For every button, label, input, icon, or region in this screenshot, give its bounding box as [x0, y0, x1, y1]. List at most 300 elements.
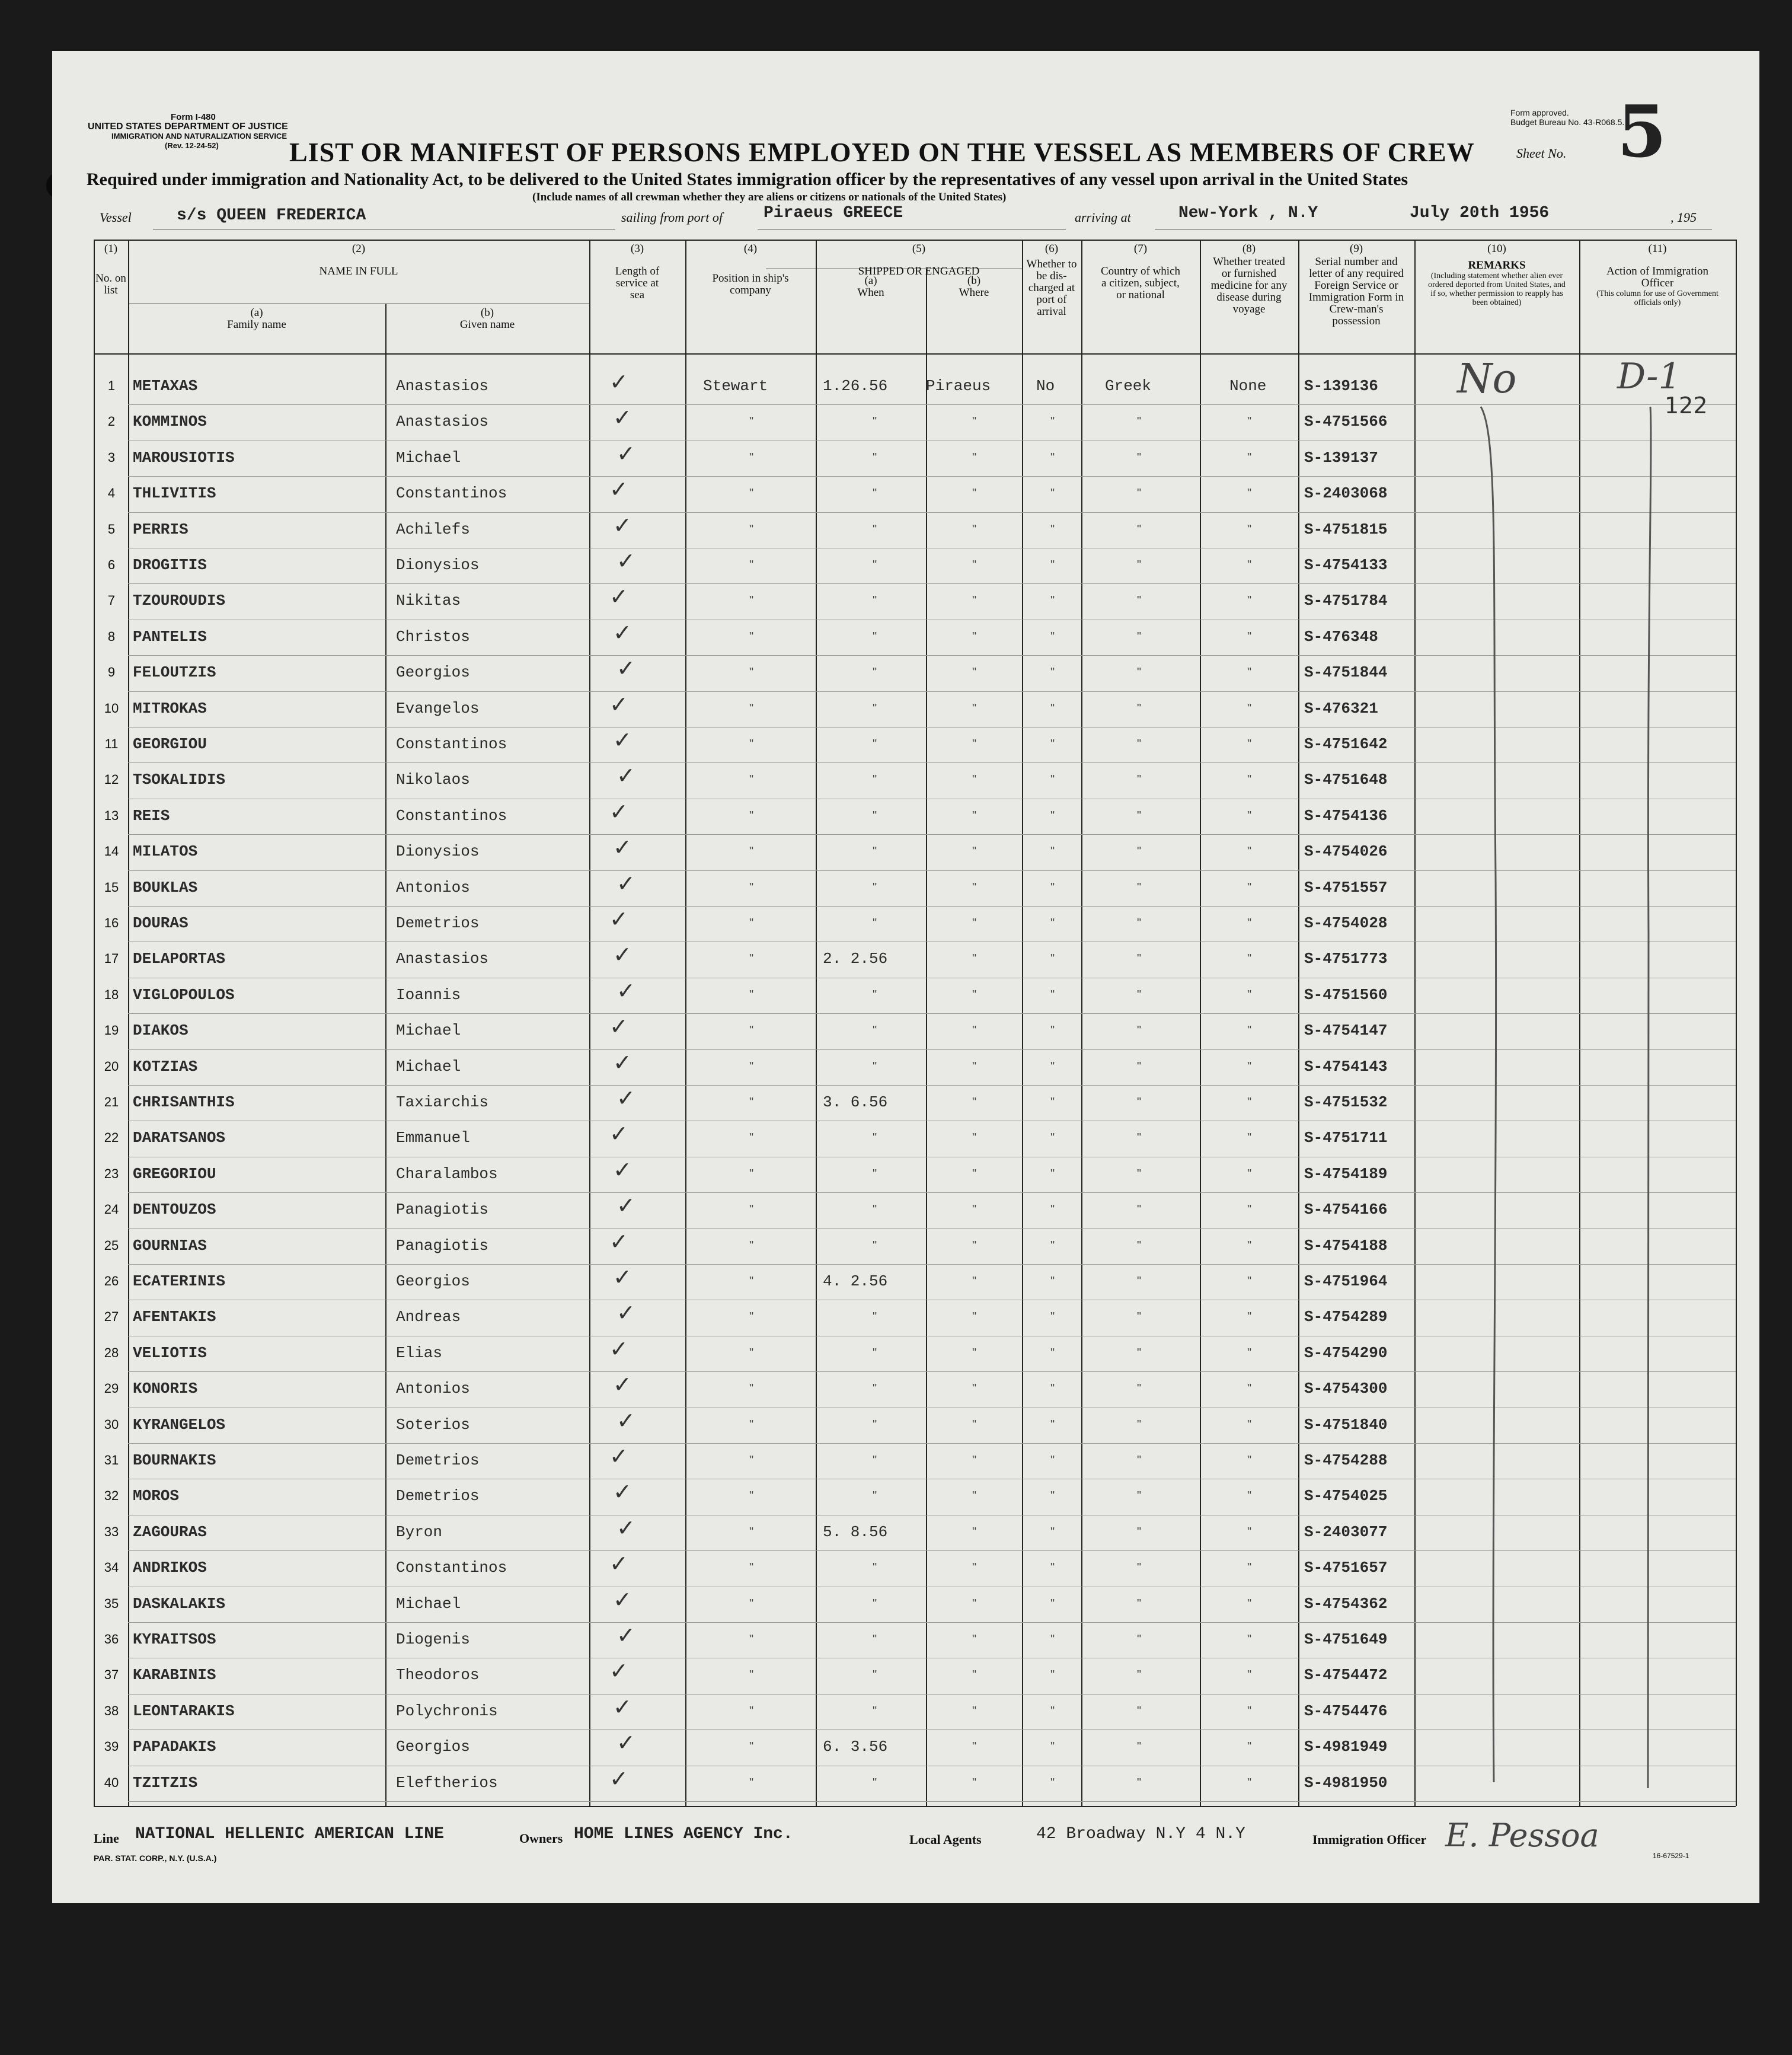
- crew-serial-number: S-4754189: [1304, 1164, 1388, 1183]
- year-suffix: , 195: [1670, 210, 1697, 225]
- where-ditto: ": [972, 1310, 977, 1324]
- position-ditto: ": [749, 594, 754, 608]
- position-ditto: ": [749, 1096, 754, 1109]
- row-number: 2: [107, 414, 116, 429]
- row-number: 36: [104, 1632, 119, 1646]
- row-number: 27: [104, 1309, 119, 1325]
- when-ditto: ": [873, 594, 877, 608]
- medicine-ditto: ": [1247, 1561, 1252, 1575]
- approval-line-1: Form approved.: [1510, 108, 1569, 117]
- line-label: Line: [94, 1831, 119, 1846]
- service-checkmark: ✓: [617, 1192, 635, 1219]
- country-ditto: ": [1137, 1203, 1142, 1217]
- country-ditto: ": [1137, 1740, 1142, 1754]
- discharged-ditto: ": [1050, 594, 1055, 608]
- when-ditto: ": [873, 1454, 877, 1467]
- row-number: 18: [104, 987, 119, 1002]
- crew-family-name: PANTELIS: [133, 627, 207, 646]
- where-ditto: ": [972, 701, 977, 715]
- crew-given-name: Panagiotis: [396, 1201, 489, 1219]
- medicine-ditto: ": [1247, 809, 1252, 822]
- country-ditto: ": [1137, 1597, 1142, 1610]
- medicine-ditto: ": [1247, 1167, 1252, 1180]
- crew-serial-number: S-4751844: [1304, 663, 1388, 682]
- row-1-where: Piraeus: [926, 377, 991, 395]
- row-number: 16: [104, 915, 119, 930]
- crew-given-name: Theodoros: [396, 1666, 480, 1684]
- crew-family-name: DARATSANOS: [133, 1129, 226, 1147]
- crew-serial-number: S-4981950: [1304, 1773, 1388, 1792]
- crew-given-name: Elias: [396, 1344, 443, 1362]
- discharged-ditto: ": [1050, 1024, 1055, 1038]
- crew-serial-number: S-4751815: [1304, 520, 1388, 538]
- crew-given-name: Georgios: [396, 663, 470, 682]
- discharged-ditto: ": [1050, 917, 1055, 930]
- country-ditto: ": [1137, 1275, 1142, 1288]
- country-ditto: ": [1137, 1668, 1142, 1682]
- crew-serial-number: S-4754188: [1304, 1236, 1388, 1255]
- when-ditto: ": [873, 1776, 877, 1789]
- col-9-header: (9) Serial number and letter of any required Foreign Service or Immigration Form in Crew-man's possession: [1308, 242, 1404, 327]
- row-number: 9: [107, 665, 116, 680]
- row-number: 32: [104, 1488, 119, 1504]
- crew-serial-number: S-4754143: [1304, 1057, 1388, 1076]
- medicine-ditto: ": [1247, 630, 1252, 643]
- agency-line-1: UNITED STATES DEPARTMENT OF JUSTICE: [88, 122, 288, 132]
- crew-family-name: VELIOTIS: [133, 1344, 207, 1362]
- position-ditto: ": [749, 952, 754, 966]
- service-checkmark: ✓: [609, 1335, 628, 1362]
- country-ditto: ": [1137, 738, 1142, 751]
- medicine-ditto: ": [1247, 666, 1252, 679]
- row-number: 24: [104, 1202, 119, 1217]
- discharged-ditto: ": [1050, 1776, 1055, 1789]
- arrival-date: July 20th 1956: [1410, 204, 1550, 222]
- row-number: 11: [104, 736, 119, 751]
- medicine-ditto: ": [1247, 487, 1252, 500]
- crew-family-name: ANDRIKOS: [133, 1559, 207, 1577]
- position-ditto: ": [749, 1131, 754, 1145]
- position-ditto: ": [749, 451, 754, 464]
- service-checkmark: ✓: [609, 1765, 628, 1792]
- crew-serial-number: S-4754362: [1304, 1594, 1388, 1613]
- discharged-ditto: ": [1050, 1060, 1055, 1073]
- when-ditto: ": [873, 559, 877, 572]
- row-1-medicine: None: [1229, 377, 1267, 395]
- when-ditto: ": [873, 1633, 877, 1646]
- position-ditto: ": [749, 738, 754, 751]
- service-checkmark: ✓: [617, 1085, 635, 1111]
- discharged-ditto: ": [1050, 1131, 1055, 1145]
- when-ditto: ": [873, 1597, 877, 1610]
- where-ditto: ": [972, 522, 977, 536]
- crew-given-name: Eleftherios: [396, 1773, 498, 1792]
- medicine-ditto: ": [1247, 1633, 1252, 1646]
- medicine-ditto: ": [1247, 1597, 1252, 1610]
- crew-serial-number: S-4754028: [1304, 914, 1388, 932]
- discharged-ditto: ": [1050, 1561, 1055, 1575]
- where-ditto: ": [972, 1704, 977, 1718]
- crew-given-name: Georgios: [396, 1738, 470, 1756]
- row-number: 4: [107, 486, 116, 501]
- crew-engaged-date: 3. 6.56: [823, 1093, 888, 1111]
- crew-family-name: KOTZIAS: [133, 1057, 198, 1076]
- where-ditto: ": [972, 1525, 977, 1539]
- col-2a-header: (a) Family name: [227, 307, 286, 331]
- position-ditto: ": [749, 845, 754, 859]
- country-ditto: ": [1137, 1096, 1142, 1109]
- medicine-ditto: ": [1247, 522, 1252, 536]
- country-ditto: ": [1137, 773, 1142, 787]
- where-ditto: ": [972, 451, 977, 464]
- position-ditto: ": [749, 1740, 754, 1754]
- service-checkmark: ✓: [617, 762, 635, 789]
- position-ditto: ": [749, 522, 754, 536]
- row-number: 6: [107, 557, 116, 572]
- arriving-label: arriving at: [1075, 210, 1131, 225]
- row-number: 1: [107, 378, 116, 393]
- crew-family-name: DROGITIS: [133, 556, 207, 574]
- crew-serial-number: S-139136: [1304, 377, 1378, 395]
- crew-given-name: Andreas: [396, 1308, 461, 1326]
- discharged-ditto: ": [1050, 988, 1055, 1001]
- country-ditto: ": [1137, 559, 1142, 572]
- margin-count: 122: [1665, 393, 1708, 419]
- service-checkmark: ✓: [613, 404, 632, 431]
- crew-family-name: PAPADAKIS: [133, 1738, 216, 1756]
- row-1-country: Greek: [1105, 377, 1152, 395]
- position-ditto: ": [749, 880, 754, 894]
- service-checkmark: ✓: [609, 1013, 628, 1040]
- country-ditto: ": [1137, 952, 1142, 966]
- position-ditto: ": [749, 1704, 754, 1718]
- row-number: 17: [104, 951, 119, 966]
- agency-line-2: IMMIGRATION AND NATURALIZATION SERVICE: [111, 132, 288, 141]
- when-ditto: ": [873, 1704, 877, 1718]
- crew-given-name: Constantinos: [396, 1559, 507, 1577]
- when-ditto: ": [873, 917, 877, 930]
- column-divider: [1081, 240, 1082, 1806]
- print-code: 16-67529-1: [1653, 1852, 1689, 1860]
- country-ditto: ": [1137, 1310, 1142, 1324]
- where-ditto: ": [972, 1239, 977, 1252]
- when-ditto: ": [873, 451, 877, 464]
- departure-port: Piraeus GREECE: [764, 204, 903, 222]
- position-ditto: ": [749, 487, 754, 500]
- row-number: 8: [107, 628, 116, 644]
- crew-family-name: KARABINIS: [133, 1666, 216, 1684]
- row-number: 28: [104, 1345, 119, 1360]
- officer-signature: E. Pessoa: [1445, 1817, 1599, 1854]
- service-checkmark: ✓: [617, 870, 635, 896]
- service-checkmark: ✓: [609, 369, 628, 395]
- col-3-header: (3) Length of service at sea: [615, 242, 660, 301]
- crew-serial-number: S-4751560: [1304, 985, 1388, 1004]
- crew-serial-number: S-4751532: [1304, 1093, 1388, 1111]
- crew-engaged-date: 2. 2.56: [823, 950, 888, 968]
- row-number: 34: [104, 1560, 119, 1575]
- discharged-ditto: ": [1050, 809, 1055, 822]
- crew-serial-number: S-4751964: [1304, 1272, 1388, 1290]
- medicine-ditto: ": [1247, 1346, 1252, 1360]
- crew-family-name: ZAGOURAS: [133, 1523, 207, 1541]
- column-divider: [926, 269, 927, 1806]
- service-checkmark: ✓: [613, 1371, 632, 1398]
- discharged-ditto: ": [1050, 1489, 1055, 1503]
- crew-family-name: THLIVITIS: [133, 484, 216, 503]
- position-ditto: ": [749, 1275, 754, 1288]
- service-checkmark: ✓: [613, 1264, 632, 1290]
- service-checkmark: ✓: [617, 440, 635, 467]
- service-checkmark: ✓: [609, 1121, 628, 1147]
- position-ditto: ": [749, 1454, 754, 1467]
- crew-family-name: MITROKAS: [133, 699, 207, 717]
- crew-serial-number: S-2403068: [1304, 484, 1388, 503]
- discharged-ditto: ": [1050, 1525, 1055, 1539]
- crew-serial-number: S-4751649: [1304, 1630, 1388, 1648]
- where-ditto: ": [972, 952, 977, 966]
- discharged-ditto: ": [1050, 1167, 1055, 1180]
- column-divider: [1022, 240, 1023, 1806]
- col-5b-header: (b) Where: [959, 275, 989, 299]
- discharged-ditto: ": [1050, 1418, 1055, 1431]
- where-ditto: ": [972, 773, 977, 787]
- when-ditto: ": [873, 738, 877, 751]
- position-ditto: ": [749, 809, 754, 822]
- service-checkmark: ✓: [613, 1693, 632, 1720]
- crew-serial-number: S-4751648: [1304, 771, 1388, 789]
- crew-given-name: Ioannis: [396, 985, 461, 1004]
- row-number: 20: [104, 1058, 119, 1074]
- service-checkmark: ✓: [609, 583, 628, 610]
- column-divider: [1298, 240, 1299, 1806]
- form-subtitle-2: (Include names of all crewman whether they are aliens or citizens or nationals of the United States): [532, 191, 1007, 203]
- officer-label: Immigration Officer: [1312, 1832, 1427, 1847]
- crew-given-name: Antonios: [396, 878, 470, 896]
- position-ditto: ": [749, 1668, 754, 1682]
- when-ditto: ": [873, 1418, 877, 1431]
- country-ditto: ": [1137, 1167, 1142, 1180]
- where-ditto: ": [972, 738, 977, 751]
- when-ditto: ": [873, 1060, 877, 1073]
- position-ditto: ": [749, 1382, 754, 1396]
- position-ditto: ": [749, 1489, 754, 1503]
- crew-given-name: Demetrios: [396, 1487, 480, 1505]
- service-checkmark: ✓: [617, 1300, 635, 1326]
- discharged-ditto: ": [1050, 1704, 1055, 1718]
- crew-serial-number: S-476321: [1304, 699, 1378, 717]
- crew-engaged-date: 6. 3.56: [823, 1738, 888, 1756]
- when-ditto: ": [873, 1131, 877, 1145]
- row-number: 13: [104, 808, 119, 823]
- service-checkmark: ✓: [609, 1443, 628, 1469]
- position-ditto: ": [749, 1024, 754, 1038]
- column-divider: [385, 304, 386, 1806]
- crew-given-name: Diogenis: [396, 1630, 470, 1648]
- where-ditto: ": [972, 1668, 977, 1682]
- crew-serial-number: S-4754025: [1304, 1487, 1388, 1505]
- remarks-handwritten: No: [1457, 356, 1517, 403]
- service-checkmark: ✓: [613, 1049, 632, 1076]
- crew-given-name: Michael: [396, 1057, 461, 1076]
- service-checkmark: ✓: [613, 834, 632, 861]
- crew-family-name: CHRISANTHIS: [133, 1093, 235, 1111]
- where-ditto: ": [972, 1489, 977, 1503]
- discharged-ditto: ": [1050, 845, 1055, 859]
- medicine-ditto: ": [1247, 917, 1252, 930]
- country-ditto: ": [1137, 809, 1142, 822]
- crew-given-name: Polychronis: [396, 1702, 498, 1720]
- crew-family-name: KYRANGELOS: [133, 1415, 226, 1434]
- column-divider: [816, 240, 817, 1806]
- when-ditto: ": [873, 845, 877, 859]
- crew-family-name: LEONTARAKIS: [133, 1702, 235, 1720]
- row-number: 14: [104, 844, 119, 859]
- crew-family-name: DENTOUZOS: [133, 1201, 216, 1219]
- position-ditto: ": [749, 701, 754, 715]
- crew-serial-number: S-476348: [1304, 627, 1378, 646]
- country-ditto: ": [1137, 917, 1142, 930]
- crew-family-name: TZITZIS: [133, 1773, 198, 1792]
- row-1-position: Stewart: [703, 377, 768, 395]
- position-ditto: ": [749, 1310, 754, 1324]
- agents-label: Local Agents: [909, 1832, 982, 1847]
- when-ditto: ": [873, 1239, 877, 1252]
- crew-serial-number: S-4754290: [1304, 1344, 1388, 1362]
- country-ditto: ": [1137, 1489, 1142, 1503]
- where-ditto: ": [972, 1561, 977, 1575]
- row-1-when: 1.26.56: [823, 377, 888, 395]
- medicine-ditto: ": [1247, 773, 1252, 787]
- service-checkmark: ✓: [617, 1729, 635, 1756]
- row-number: 10: [104, 700, 119, 716]
- crew-family-name: DIAKOS: [133, 1022, 189, 1040]
- owners: HOME LINES AGENCY Inc.: [574, 1825, 793, 1843]
- crew-family-name: MILATOS: [133, 843, 198, 861]
- crew-given-name: Charalambos: [396, 1164, 498, 1183]
- medicine-ditto: ": [1247, 415, 1252, 429]
- where-ditto: ": [972, 1382, 977, 1396]
- row-number: 33: [104, 1524, 119, 1539]
- position-ditto: ": [749, 1525, 754, 1539]
- crew-family-name: BOUKLAS: [133, 878, 198, 896]
- crew-given-name: Demetrios: [396, 1451, 480, 1469]
- row-number: 7: [107, 593, 116, 608]
- row-number: 23: [104, 1166, 119, 1181]
- medicine-ditto: ": [1247, 1060, 1252, 1073]
- where-ditto: ": [972, 1454, 977, 1467]
- discharged-ditto: ": [1050, 559, 1055, 572]
- manifest-sheet: [52, 51, 1759, 1903]
- crew-given-name: Achilefs: [396, 520, 470, 538]
- when-ditto: ": [873, 666, 877, 679]
- position-ditto: ": [749, 1346, 754, 1360]
- discharged-ditto: ": [1050, 666, 1055, 679]
- where-ditto: ": [972, 1418, 977, 1431]
- country-ditto: ": [1137, 1561, 1142, 1575]
- crew-family-name: AFENTAKIS: [133, 1308, 216, 1326]
- service-checkmark: ✓: [609, 1550, 628, 1577]
- col-11-header: (11) Action of Immigration Officer (This column for use of Government officials only): [1596, 242, 1718, 307]
- form-title: LIST OR MANIFEST OF PERSONS EMPLOYED ON THE VESSEL AS MEMBERS OF CREW: [289, 137, 1475, 167]
- where-ditto: ": [972, 559, 977, 572]
- crew-given-name: Demetrios: [396, 914, 480, 932]
- country-ditto: ": [1137, 1382, 1142, 1396]
- medicine-ditto: ": [1247, 559, 1252, 572]
- crew-given-name: Constantinos: [396, 806, 507, 825]
- column-divider: [685, 240, 686, 1806]
- row-number: 31: [104, 1453, 119, 1467]
- when-ditto: ": [873, 1167, 877, 1180]
- crew-family-name: METAXAS: [133, 377, 198, 395]
- position-ditto: ": [749, 1060, 754, 1073]
- discharged-ditto: ": [1050, 1239, 1055, 1252]
- discharged-ditto: ": [1050, 880, 1055, 894]
- form-subtitle: Required under immigration and Nationality Act, to be delivered to the United States immigration officer by the representatives of any vessel upon arrival in the United States: [87, 170, 1408, 189]
- where-ditto: ": [972, 630, 977, 643]
- country-ditto: ": [1137, 988, 1142, 1001]
- medicine-ditto: ": [1247, 952, 1252, 966]
- medicine-ditto: ": [1247, 1239, 1252, 1252]
- where-ditto: ": [972, 1740, 977, 1754]
- country-ditto: ": [1137, 1239, 1142, 1252]
- discharged-ditto: ": [1050, 1096, 1055, 1109]
- vessel-name: s/s QUEEN FREDERICA: [177, 206, 366, 225]
- country-ditto: ": [1137, 1131, 1142, 1145]
- discharged-ditto: ": [1050, 522, 1055, 536]
- crew-given-name: Anastasios: [396, 377, 489, 395]
- medicine-ditto: ": [1247, 451, 1252, 464]
- discharged-ditto: ": [1050, 487, 1055, 500]
- medicine-ditto: ": [1247, 1489, 1252, 1503]
- medicine-ditto: ": [1247, 1418, 1252, 1431]
- col-7-header: (7) Country of which a citizen, subject, or national: [1100, 242, 1181, 301]
- discharged-ditto: ": [1050, 738, 1055, 751]
- service-checkmark: ✓: [609, 798, 628, 825]
- crew-given-name: Michael: [396, 1594, 461, 1613]
- crew-given-name: Anastasios: [396, 413, 489, 431]
- country-ditto: ": [1137, 415, 1142, 429]
- crew-serial-number: S-2403077: [1304, 1523, 1388, 1541]
- crew-family-name: DOURAS: [133, 914, 189, 932]
- crew-serial-number: S-4751840: [1304, 1415, 1388, 1434]
- crew-given-name: Dionysios: [396, 843, 480, 861]
- medicine-ditto: ": [1247, 1203, 1252, 1217]
- crew-serial-number: S-4981949: [1304, 1738, 1388, 1756]
- country-ditto: ": [1137, 1704, 1142, 1718]
- row-number: 21: [104, 1094, 119, 1109]
- where-ditto: ": [972, 880, 977, 894]
- arrival-port: New-York , N.Y: [1178, 204, 1318, 222]
- col-1-header: (1) No. on list: [95, 242, 126, 296]
- where-ditto: ": [972, 917, 977, 930]
- when-ditto: ": [873, 1561, 877, 1575]
- crew-family-name: GREGORIOU: [133, 1164, 216, 1183]
- medicine-ditto: ": [1247, 1740, 1252, 1754]
- crew-given-name: Constantinos: [396, 484, 507, 503]
- row-number: 30: [104, 1416, 119, 1432]
- position-ditto: ": [749, 1239, 754, 1252]
- crew-family-name: TSOKALIDIS: [133, 771, 226, 789]
- discharged-ditto: ": [1050, 451, 1055, 464]
- medicine-ditto: ": [1247, 1382, 1252, 1396]
- sailing-label: sailing from port of: [621, 210, 723, 225]
- service-checkmark: ✓: [613, 1479, 632, 1505]
- crew-given-name: Soterios: [396, 1415, 470, 1434]
- col-5a-header: (a) When: [857, 275, 884, 299]
- where-ditto: ": [972, 1633, 977, 1646]
- country-ditto: ": [1137, 1024, 1142, 1038]
